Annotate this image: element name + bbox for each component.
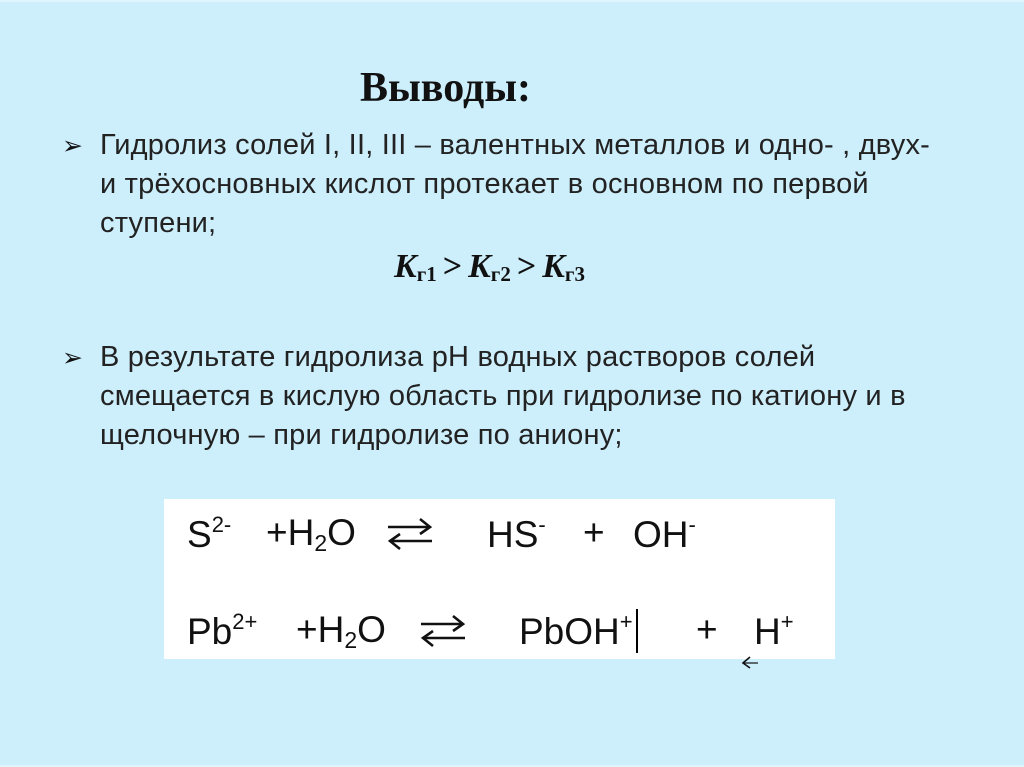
eq2-plus: + bbox=[696, 609, 718, 650]
water-suffix: O bbox=[327, 512, 356, 553]
greater-than: > bbox=[442, 248, 463, 285]
species-symbol: S bbox=[187, 514, 212, 555]
eq2-product-pboh bbox=[519, 611, 633, 650]
bullet-line: смещается в кислую область при гидролизе по катиону и в bbox=[100, 380, 906, 412]
ion-charge: + bbox=[619, 609, 633, 634]
species-symbol: OH bbox=[633, 514, 689, 555]
greater-than: > bbox=[516, 248, 537, 285]
ion-charge: 2+ bbox=[232, 609, 258, 634]
ion-charge: - bbox=[538, 512, 546, 537]
k-symbol: K bbox=[394, 248, 417, 285]
water-prefix: +H bbox=[266, 512, 315, 553]
bullet-line: и трёхосновных кислот протекает в основном по первой bbox=[100, 168, 869, 200]
water-prefix: +H bbox=[296, 609, 345, 650]
k-subscript: г3 bbox=[564, 262, 585, 286]
species-symbol: PbOH bbox=[519, 611, 620, 652]
k-symbol: K bbox=[468, 248, 491, 285]
k-subscript: г2 bbox=[490, 262, 511, 286]
eq1-water bbox=[266, 514, 356, 555]
eq2-water bbox=[296, 611, 386, 652]
eq2-reactant bbox=[187, 611, 257, 650]
stray-arrow-fragment-icon bbox=[740, 656, 760, 670]
k-subscript: г1 bbox=[416, 262, 437, 286]
bullet-text-hydrolysis-stages bbox=[100, 126, 1000, 243]
bullet-text-ph-shift bbox=[100, 338, 1000, 455]
ion-charge: 2- bbox=[211, 512, 232, 537]
bullet-line: Гидролиз солей I, II, III – валентных металлов и одно- , двух- bbox=[100, 129, 931, 161]
eq1-plus: + bbox=[583, 512, 605, 553]
bullet-line: щелочную – при гидролизе по аниону; bbox=[100, 419, 623, 451]
eq1-product-oh bbox=[633, 514, 696, 553]
bullet-line: В результате гидролиза pH водных растворов солей bbox=[100, 341, 816, 373]
equilibrium-arrows-icon bbox=[384, 516, 436, 552]
species-symbol: Pb bbox=[187, 611, 233, 652]
species-symbol: HS bbox=[487, 514, 539, 555]
eq1-reactant bbox=[187, 514, 231, 553]
water-suffix: O bbox=[357, 609, 386, 650]
slide-title: Выводы: bbox=[360, 65, 532, 111]
k-symbol: K bbox=[542, 248, 565, 285]
water-subscript: 2 bbox=[314, 530, 328, 556]
ion-charge: - bbox=[688, 512, 696, 537]
bullet-marker-icon: ➢ bbox=[62, 344, 83, 372]
water-subscript: 2 bbox=[344, 627, 358, 653]
text-cursor bbox=[636, 609, 638, 653]
bullet-marker-icon: ➢ bbox=[62, 132, 83, 160]
species-symbol: H bbox=[754, 611, 781, 652]
bullet-line: ступени; bbox=[100, 207, 217, 239]
eq2-product-h bbox=[754, 611, 794, 650]
ion-charge: + bbox=[780, 609, 794, 634]
top-frame-line bbox=[0, 0, 1024, 2]
equilibrium-arrows-icon bbox=[417, 613, 469, 649]
eq1-product-hs bbox=[487, 514, 546, 553]
hydrolysis-constant-inequality bbox=[394, 248, 585, 287]
